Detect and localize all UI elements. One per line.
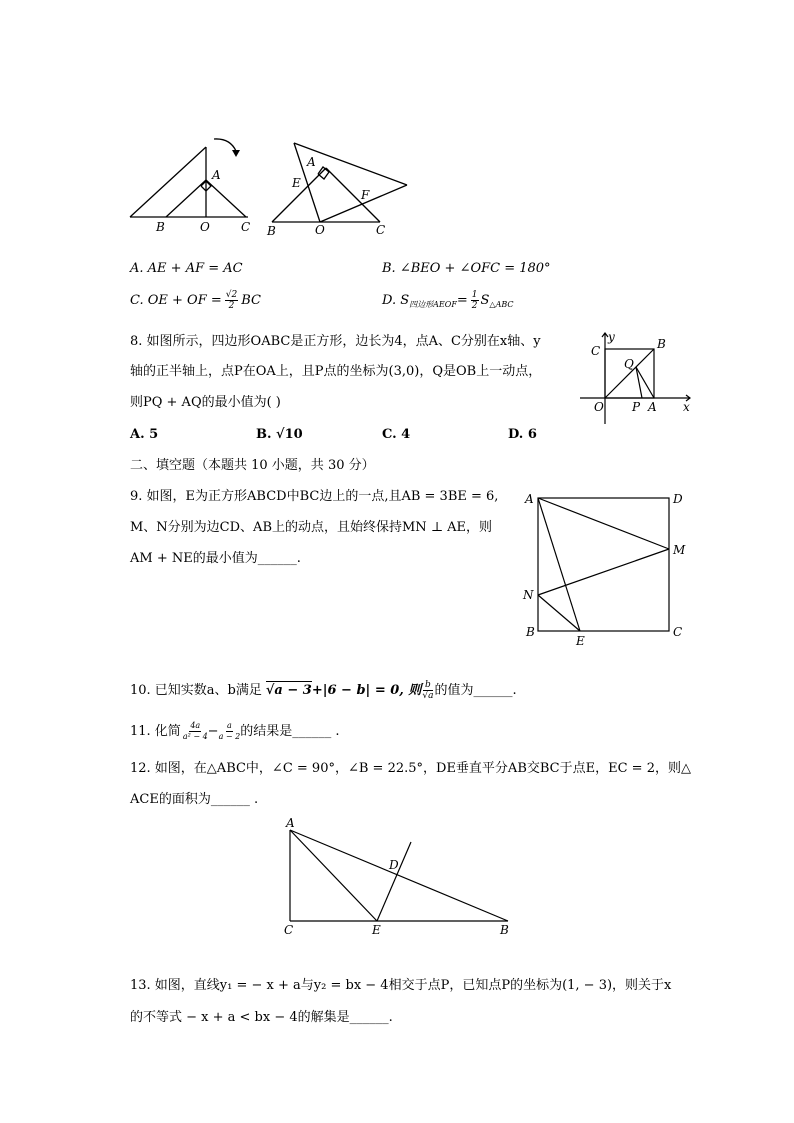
q7-option-a: A. AE + AF = AC [130, 261, 243, 276]
q8fig-label-A: A [648, 400, 657, 414]
q12fig-label-D: D [389, 858, 399, 872]
q12-triangle-diagram [278, 812, 518, 942]
q7d-prefix: D. S [382, 292, 410, 308]
q7d-sub2: △ABC [489, 299, 514, 309]
q9-square-diagram [518, 488, 693, 650]
q8-line2: 轴的正半轴上，点P在OA上，且P点的坐标为(3,0)，Q是OB上一动点， [130, 364, 542, 379]
q12-line1: 12. 如图，在△ABC中，∠C = 90°，∠B = 22.5°，DE垂直平分AB交BC于点E，EC = 2，则△ [130, 761, 691, 776]
q12fig-label-E: E [372, 923, 381, 937]
q7d-eq: = [456, 292, 468, 308]
q9-line3: AM + NE的最小值为______. [130, 551, 301, 566]
fig7a-label-A: A [212, 168, 221, 182]
fig7b-label-B: B [267, 224, 276, 238]
q9fig-label-C: C [673, 625, 683, 639]
q11-f2-num: a [227, 721, 232, 730]
q7d-fraction [471, 290, 479, 311]
q10-fraction [422, 680, 433, 701]
q7c-fraction [225, 290, 238, 311]
q9fig-label-N: N [523, 588, 534, 602]
q13-line1: 13. 如图，直线y₁ = − x + a与y₂ = bx − 4相交于点P，已知点P的坐标为(1, − 3)，则关于x [130, 978, 672, 993]
q9fig-label-M: M [673, 543, 686, 557]
q7d-num: 1 [471, 290, 478, 300]
q10-fraction-den: √a [422, 691, 434, 701]
q10-sqrt: √a − 3 [265, 683, 312, 698]
fig7a-label-B: B [156, 220, 165, 234]
q8fig-label-C: C [591, 344, 601, 358]
fig7b-label-O: O [315, 223, 325, 237]
q8-option-d: D. 6 [508, 427, 537, 442]
q10-prefix: 10. 已知实数a、b满足 [130, 682, 262, 698]
fig7b-label-C: C [376, 223, 386, 237]
q11-f2-den: a − 2 [218, 732, 241, 741]
q9fig-label-A: A [525, 492, 534, 506]
fig7a-label-C: C [241, 220, 251, 234]
q10-suffix: 的值为______. [434, 682, 517, 698]
q7c-den: 2 [228, 301, 235, 311]
q8fig-label-x: x [683, 400, 690, 414]
q8fig-label-O: O [594, 400, 604, 414]
q9-line1: 9. 如图，E为正方形ABCD中BC边上的一点,且AB = 3BE = 6, [130, 489, 499, 504]
q8fig-label-B: B [657, 337, 666, 351]
section-fill-in-heading: 二、填空题（本题共 10 小题，共 30 分） [130, 458, 375, 473]
q7c-prefix: C. OE + OF = [130, 292, 222, 308]
q8-option-b: B. √10 [256, 427, 303, 442]
q11-suffix: 的结果是______ . [240, 723, 340, 739]
q7-option-b: B. ∠BEO + ∠OFC = 180° [382, 261, 551, 276]
q12fig-label-B: B [500, 923, 509, 937]
q8-line3: 则PQ + AQ的最小值为( ) [130, 395, 281, 410]
q7-option-c [130, 290, 261, 311]
q10-line [130, 680, 517, 701]
q7c-num: √2 [225, 290, 238, 300]
q8fig-label-y: y [608, 330, 615, 344]
q10-mid: +|6 − b| = 0, 则 [311, 682, 422, 698]
q8-line1: 8. 如图所示，四边形OABC是正方形，边长为4，点A、C分别在x轴、y [130, 334, 541, 349]
q7-option-d [382, 290, 514, 311]
fig7-left-diagram [120, 135, 265, 240]
q9fig-label-B: B [526, 625, 535, 639]
q7c-suffix: BC [241, 292, 261, 308]
q11-f1-den: a² − 4 [182, 732, 208, 741]
q9fig-label-E: E [576, 634, 585, 648]
q12-line2: ACE的面积为______ . [130, 792, 259, 807]
q9fig-label-D: D [673, 492, 683, 506]
q8-option-a: A. 5 [130, 427, 159, 442]
q13-line2: 的不等式 − x + a < bx − 4的解集是______. [130, 1010, 393, 1025]
fig7b-label-A: A [307, 155, 316, 169]
q8fig-label-Q: Q [624, 357, 634, 371]
q10-fraction-num: b [425, 680, 431, 690]
q11-line [130, 721, 340, 742]
q11-fraction2 [219, 721, 241, 742]
q7d-s: S [480, 292, 490, 308]
fig7b-label-E: E [292, 176, 301, 190]
fig7-right-diagram [260, 138, 415, 240]
q11-minus: − [207, 723, 219, 739]
q11-f1-num: 4a [190, 721, 201, 730]
q7d-den: 2 [471, 301, 478, 311]
q8fig-label-P: P [632, 400, 641, 414]
q7d-sub: 四边形AEOF [409, 299, 457, 309]
fig7b-label-F: F [361, 188, 370, 202]
q11-prefix: 11. 化简 [130, 723, 181, 739]
q12fig-label-A: A [286, 816, 295, 830]
q11-fraction1 [183, 721, 208, 742]
q8-coordinate-diagram [578, 328, 696, 428]
q8-option-c: C. 4 [382, 427, 411, 442]
fig7a-label-O: O [200, 220, 210, 234]
q9-line2: M、N分别为边CD、AB上的动点，且始终保持MN ⊥ AE，则 [130, 520, 493, 535]
q12fig-label-C: C [284, 923, 294, 937]
